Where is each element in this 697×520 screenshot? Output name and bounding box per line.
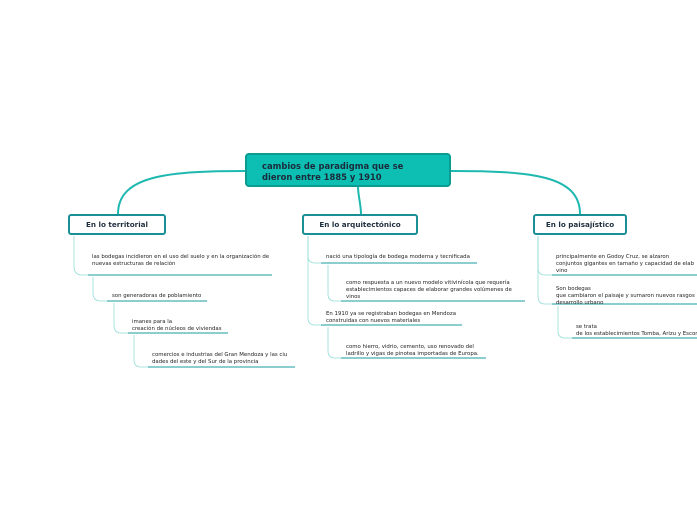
branch-territorial[interactable]: En lo territorial [68, 214, 166, 235]
root-topic[interactable] [245, 153, 451, 187]
root-topic-title: cambios de paradigma que se dieron entre 1885 y 1910 [262, 161, 404, 182]
leaf-arquitectonico-materiales[interactable]: como hierro, vidrio, cemento, uso renovado del ladrillo y vigas de pinotea importadas de Europa. [346, 344, 479, 357]
leaf-arquitectonico-respuesta[interactable]: como respuesta a un nuevo modelo vitivinícola que requería establecimientos capaces de elaborar grandes volúmenes de vinos [346, 280, 512, 300]
branch-paisajistico[interactable]: En lo paisajístico [533, 214, 627, 235]
leaf-arquitectonico-1910[interactable]: En 1910 ya se registraban bodegas en Mendoza construidas con nuevos materiales [326, 311, 457, 324]
leaf-territorial-comercios[interactable]: comercios e industrias del Gran Mendoza y las ciu dades del este y del Sur de la provincia [152, 352, 288, 365]
leaf-territorial-uso-suelo[interactable]: las bodegas incidieron en el uso del suelo y en la organización de nuevas estructuras de relación [92, 254, 270, 267]
leaf-paisajistico-paisaje[interactable]: Son bodegas que cambiaron el paisaje y sumaron nuevos rasgos desarrollo urbano [556, 286, 695, 306]
paisajistico-leaves-clip [552, 0, 697, 520]
branch-arquitectonico[interactable]: En lo arquitectónico [302, 214, 418, 235]
leaf-territorial-imanes[interactable]: imanes para la creación de núcleos de viviendas [132, 319, 222, 332]
leaf-paisajistico-establecimientos[interactable]: se trata de los establecimientos Tomba, Arizu y Escor [576, 324, 697, 337]
leaf-arquitectonico-tipologia[interactable]: nació una tipología de bodega moderna y tecnificada [326, 254, 470, 260]
leaf-paisajistico-godoy-cruz[interactable]: principalmente en Godoy Cruz, se alzaron conjuntos gigantes en tamaño y capacidad de elab vino [556, 254, 695, 274]
leaf-territorial-poblamiento[interactable]: son generadoras de poblamiento [112, 293, 202, 299]
